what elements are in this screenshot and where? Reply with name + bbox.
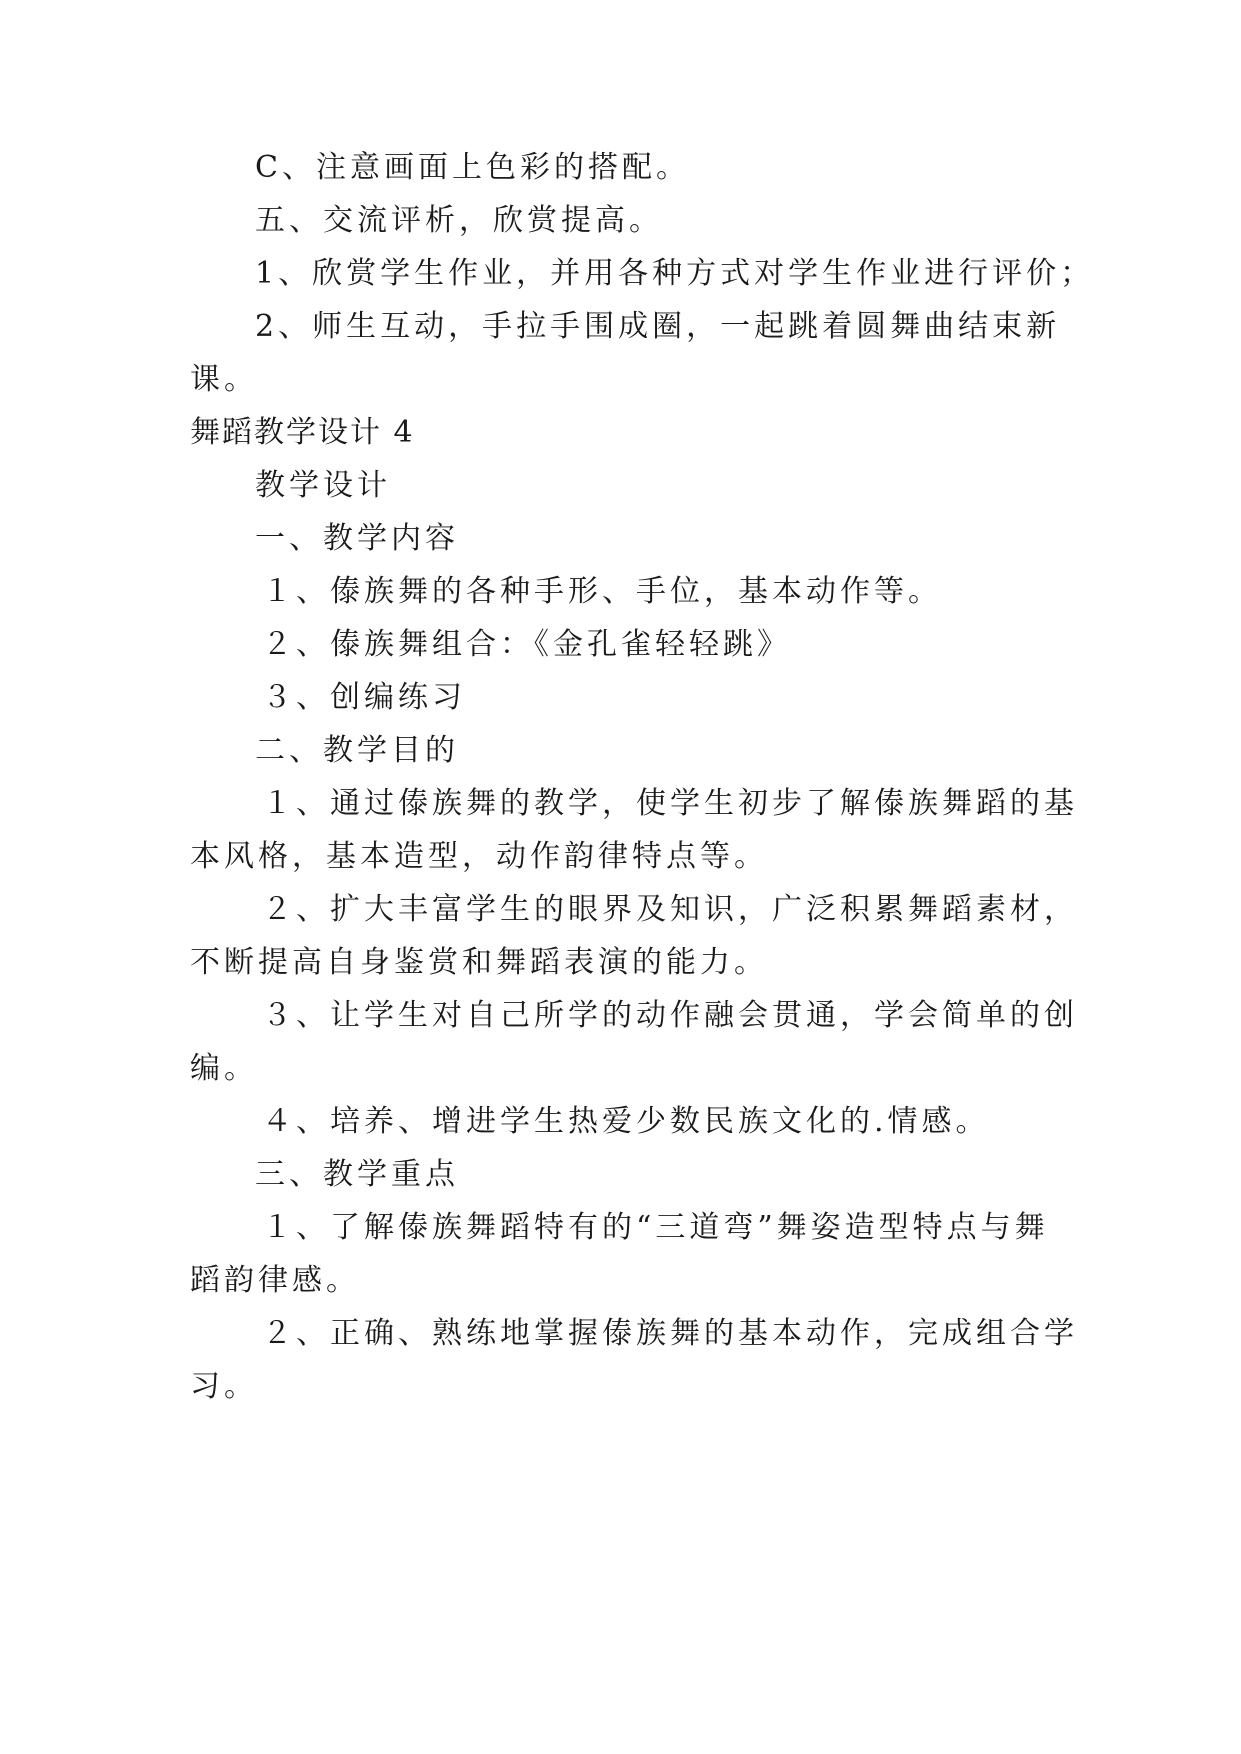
paragraph-line: C、注意画面上色彩的搭配。 — [255, 150, 690, 185]
list-item: ２、傣族舞组合：《金孔雀轻轻跳》 — [262, 627, 791, 662]
list-item-continuation: 不断提高自身鉴赏和舞蹈表演的能力。 — [190, 945, 768, 980]
list-item-continuation: 蹈韵律感。 — [190, 1263, 360, 1298]
list-item: ４、培养、增进学生热爱少数民族文化的.情感。 — [262, 1104, 990, 1139]
list-item: ３、让学生对自己所学的动作融会贯通，学会简单的创 — [262, 998, 1078, 1033]
list-item-continuation: 编。 — [190, 1051, 258, 1086]
paragraph-line: 课。 — [190, 362, 258, 397]
paragraph-line: 1、欣赏学生作业，并用各种方式对学生作业进行评价； — [255, 256, 1095, 291]
list-item: ３、创编练习 — [262, 680, 466, 715]
section-heading: 一、教学内容 — [255, 521, 459, 556]
list-item-continuation: 习。 — [190, 1369, 258, 1404]
list-item: ２、扩大丰富学生的眼界及知识，广泛积累舞蹈素材， — [262, 892, 1078, 927]
section-heading: 教学设计 — [255, 468, 391, 503]
section-heading: 五、交流评析，欣赏提高。 — [255, 203, 663, 238]
list-item: １、傣族舞的各种手形、手位，基本动作等。 — [262, 574, 942, 609]
list-item-continuation: 本风格，基本造型，动作韵律特点等。 — [190, 839, 768, 874]
list-item: ２、正确、熟练地掌握傣族舞的基本动作，完成组合学 — [262, 1316, 1078, 1351]
section-heading: 二、教学目的 — [255, 733, 459, 768]
paragraph-line: 2、师生互动，手拉手围成圈，一起跳着圆舞曲结束新 — [255, 309, 1061, 344]
document-title: 舞蹈教学设计 4 — [190, 415, 415, 450]
list-item: １、通过傣族舞的教学，使学生初步了解傣族舞蹈的基 — [262, 786, 1078, 821]
section-heading: 三、教学重点 — [255, 1157, 459, 1192]
list-item: １、了解傣族舞蹈特有的“三道弯”舞姿造型特点与舞 — [262, 1210, 1049, 1245]
